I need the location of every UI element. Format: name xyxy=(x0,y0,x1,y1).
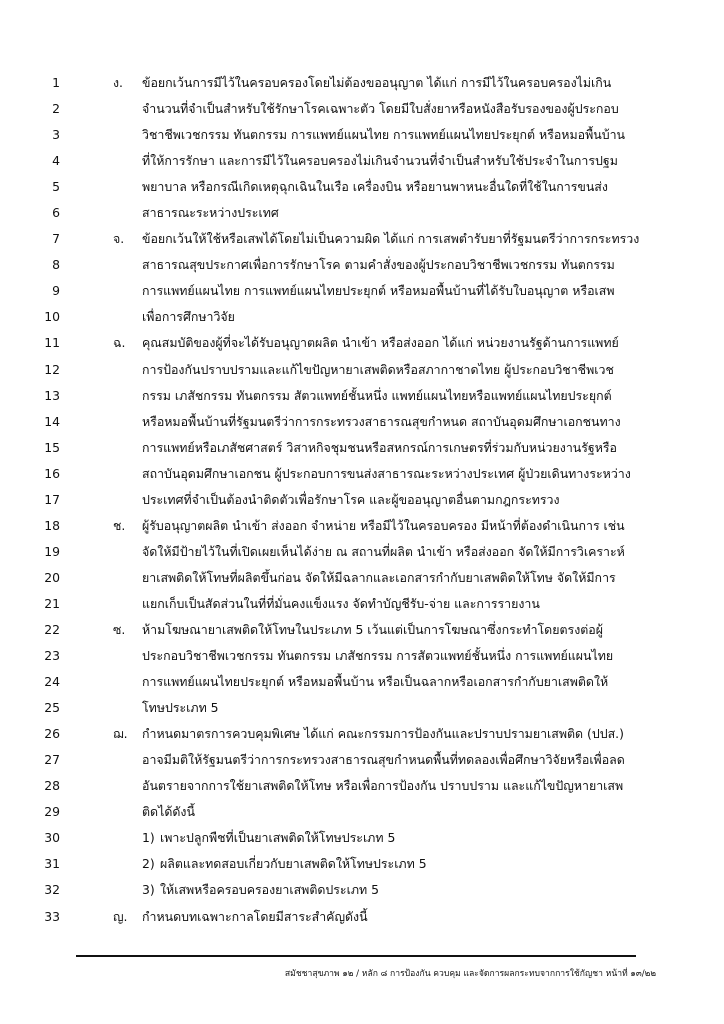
document-line xyxy=(0,174,724,200)
document-line xyxy=(0,591,724,617)
document-line xyxy=(0,669,724,695)
sub-item-marker: 3) xyxy=(142,882,155,898)
line-number: 8 xyxy=(52,257,60,273)
document-line xyxy=(0,513,724,539)
line-number: 28 xyxy=(44,778,60,794)
line-number: 12 xyxy=(44,361,60,377)
document-line xyxy=(0,96,724,122)
line-number: 20 xyxy=(44,569,60,585)
line-text: คุณสมบัติของผู้ที่จะได้รับอนุญาตผลิต นำเข้า หรือส่งออก ได้แก่ หน่วยงานรัฐด้านการแพทย์ xyxy=(142,335,619,351)
sub-item-marker: 1) xyxy=(142,830,155,846)
document-line xyxy=(0,851,724,877)
document-line xyxy=(0,721,724,747)
line-number: 4 xyxy=(52,153,60,169)
line-text: ข้อยกเว้นให้ใช้หรือเสพได้โดยไม่เป็นความผิด ได้แก่ การเสพตำรับยาที่รัฐมนตรีว่าการกระทรวง xyxy=(142,231,640,247)
document-line xyxy=(0,487,724,513)
item-marker: จ. xyxy=(113,231,125,247)
document-line xyxy=(0,877,724,903)
line-text: อาจมีมติให้รัฐมนตรีว่าการกระทรวงสาธารณสุขกำหนดพื้นที่ทดลองเพื่อศึกษาวิจัยหรือเพื่อลด xyxy=(142,752,625,768)
line-text: โทษประเภท 5 xyxy=(142,700,219,716)
line-number: 24 xyxy=(44,674,60,690)
line-list xyxy=(0,70,724,930)
line-text: กำหนดมาตรการควบคุมพิเศษ ได้แก่ คณะกรรมการป้องกันและปราบปรามยาเสพติด (ปปส.) xyxy=(142,726,624,742)
line-text: การแพทย์หรือเภสัชศาสตร์ วิสาหกิจชุมชนหรือสหกรณ์การเกษตรที่ร่วมกับหน่วยงานรัฐหรือ xyxy=(142,439,618,455)
line-text: ประกอบวิชาชีพเวชกรรม ทันตกรรม เภสัชกรรม การสัตวแพทย์ชั้นหนึ่ง การแพทย์แผนไทย xyxy=(142,648,614,664)
document-line xyxy=(0,278,724,304)
line-number: 31 xyxy=(44,856,60,872)
document-line xyxy=(0,122,724,148)
document-line xyxy=(0,200,724,226)
document-line xyxy=(0,461,724,487)
item-marker: ฌ. xyxy=(113,726,128,742)
document-line xyxy=(0,330,724,356)
line-number: 5 xyxy=(52,179,60,195)
line-number: 3 xyxy=(52,127,60,143)
line-number: 26 xyxy=(44,726,60,742)
line-text: ผู้รับอนุญาตผลิต นำเข้า ส่งออก จำหน่าย หรือมีไว้ในครอบครอง มีหน้าที่ต้องดำเนินการ เช่น xyxy=(142,517,625,533)
line-number: 25 xyxy=(44,700,60,716)
document-line xyxy=(0,409,724,435)
line-text: จำนวนที่จำเป็นสำหรับใช้รักษาโรคเฉพาะตัว โดยมีใบสั่งยาหรือหนังสือรับรองของผู้ประกอบ xyxy=(142,101,619,117)
line-text: สาธารณสุขประกาศเพื่อการรักษาโรค ตามคำสั่งของผู้ประกอบวิชาชีพเวชกรรม ทันตกรรม xyxy=(142,257,615,273)
line-number: 19 xyxy=(44,543,60,559)
line-text: การป้องกันปราบปรามและแก้ไขปัญหายาเสพติดหรือสภากาชาดไทย ผู้ประกอบวิชาชีพเวช xyxy=(142,361,614,377)
page-footer: สมัชชาสุขภาพ ๑๒ / หลัก ๘ การป้องกัน ควบคุม และจัดการผลกระทบจากการใช้กัญชา หน้าที่ ๑๓/๒๒ xyxy=(284,969,656,979)
document-line xyxy=(0,904,724,930)
document-line xyxy=(0,747,724,773)
document-line xyxy=(0,773,724,799)
footer-rule xyxy=(76,955,636,957)
line-text: แยกเก็บเป็นสัดส่วนในที่ที่มั่นคงแข็งแรง จัดทำบัญชีรับ-จ่าย และการรายงาน xyxy=(142,595,540,611)
line-text: ประเทศที่จำเป็นต้องนำติดตัวเพื่อรักษาโรค และผู้ขออนุญาตอื่นตามกฎกระทรวง xyxy=(142,491,560,507)
item-marker: ญ. xyxy=(113,908,128,924)
line-number: 7 xyxy=(52,231,60,247)
line-number: 33 xyxy=(44,908,60,924)
item-marker: ฉ. xyxy=(113,335,126,351)
line-text: สถาบันอุดมศึกษาเอกชน ผู้ประกอบการขนส่งสาธารณะระหว่างประเทศ ผู้ป่วยเดินทางระหว่าง xyxy=(142,465,631,481)
document-line xyxy=(0,148,724,174)
document-line xyxy=(0,435,724,461)
document-line xyxy=(0,383,724,409)
line-number: 22 xyxy=(44,621,60,637)
document-line xyxy=(0,825,724,851)
line-text: กรรม เภสัชกรรม ทันตกรรม สัตวแพทย์ชั้นหนึ่ง แพทย์แผนไทยหรือแพทย์แผนไทยประยุกต์ xyxy=(142,387,612,403)
document-line xyxy=(0,252,724,278)
line-text: ที่ให้การรักษา และการมีไว้ในครอบครองไม่เกินจำนวนที่จำเป็นสำหรับใช้ประจำในการปฐม xyxy=(142,153,618,169)
line-number: 18 xyxy=(44,517,60,533)
line-number: 9 xyxy=(52,283,60,299)
line-text: ห้ามโฆษณายาเสพติดให้โทษในประเภท 5 เว้นแต่เป็นการโฆษณาซึ่งกระทำโดยตรงต่อผู้ xyxy=(142,621,603,637)
document-line xyxy=(0,799,724,825)
line-text: เพาะปลูกพืชที่เป็นยาเสพติดให้โทษประเภท 5 xyxy=(160,830,396,846)
document-line xyxy=(0,357,724,383)
line-text: สาธารณะระหว่างประเทศ xyxy=(142,205,279,221)
line-text: เพื่อการศึกษาวิจัย xyxy=(142,309,235,325)
line-text: ผลิตและทดสอบเกี่ยวกับยาเสพติดให้โทษประเภท 5 xyxy=(160,856,427,872)
line-text: ยาเสพติดให้โทษที่ผลิตขึ้นก่อน จัดให้มีฉลากและเอกสารกำกับยาเสพติดให้โทษ จัดให้มีการ xyxy=(142,569,616,585)
line-number: 17 xyxy=(44,491,60,507)
line-text: พยาบาล หรือกรณีเกิดเหตุฉุกเฉินในเรือ เครื่องบิน หรือยานพาหนะอื่นใดที่ใช้ในการขนส่ง xyxy=(142,179,608,195)
sub-item-marker: 2) xyxy=(142,856,155,872)
line-number: 1 xyxy=(52,75,60,90)
line-number: 15 xyxy=(44,439,60,455)
document-line xyxy=(0,617,724,643)
line-text: ติดได้ดังนี้ xyxy=(142,804,195,820)
document-line xyxy=(0,565,724,591)
line-number: 10 xyxy=(44,309,60,325)
line-number: 14 xyxy=(44,413,60,429)
line-number: 2 xyxy=(52,101,60,117)
line-text: การแพทย์แผนไทยประยุกต์ หรือหมอพื้นบ้าน หรือเป็นฉลากหรือเอกสารกำกับยาเสพติดให้ xyxy=(142,674,609,690)
line-text: จัดให้มีป้ายไว้ในที่เปิดเผยเห็นได้ง่าย ณ สถานที่ผลิต นำเข้า หรือส่งออก จัดให้มีการวิเคราะห์ xyxy=(142,543,625,559)
document-line xyxy=(0,226,724,252)
document-line xyxy=(0,70,724,96)
line-number: 23 xyxy=(44,648,60,664)
item-marker: ช. xyxy=(113,517,126,533)
line-text: อันตรายจากการใช้ยาเสพติดให้โทษ หรือเพื่อการป้องกัน ปราบปราม และแก้ไขปัญหายาเสพ xyxy=(142,778,624,794)
line-text: ข้อยกเว้นการมีไว้ในครอบครองโดยไม่ต้องขออนุญาต ได้แก่ การมีไว้ในครอบครองไม่เกิน xyxy=(142,75,612,90)
line-text: การแพทย์แผนไทย การแพทย์แผนไทยประยุกต์ หรือหมอพื้นบ้านที่ได้รับใบอนุญาต หรือเสพ xyxy=(142,283,615,299)
document-line xyxy=(0,643,724,669)
line-number: 13 xyxy=(44,387,60,403)
document-line xyxy=(0,539,724,565)
line-number: 27 xyxy=(44,752,60,768)
line-text: หรือหมอพื้นบ้านที่รัฐมนตรีว่าการกระทรวงสาธารณสุขกำหนด สถาบันอุดมศึกษาเอกชนทาง xyxy=(142,413,621,429)
item-marker: ซ. xyxy=(113,621,126,637)
line-number: 30 xyxy=(44,830,60,846)
line-text: กำหนดบทเฉพาะกาลโดยมีสาระสำคัญดังนี้ xyxy=(142,908,368,924)
line-number: 11 xyxy=(44,335,60,351)
line-text: วิชาชีพเวชกรรม ทันตกรรม การแพทย์แผนไทย การแพทย์แผนไทยประยุกต์ หรือหมอพื้นบ้าน xyxy=(142,127,626,143)
document-line xyxy=(0,695,724,721)
line-number: 32 xyxy=(44,882,60,898)
item-marker: ง. xyxy=(113,75,123,90)
document-line xyxy=(0,304,724,330)
line-number: 16 xyxy=(44,465,60,481)
line-number: 6 xyxy=(52,205,60,221)
line-text: ให้เสพหรือครอบครองยาเสพติดประเภท 5 xyxy=(160,882,379,898)
line-number: 21 xyxy=(44,595,60,611)
line-number: 29 xyxy=(44,804,60,820)
